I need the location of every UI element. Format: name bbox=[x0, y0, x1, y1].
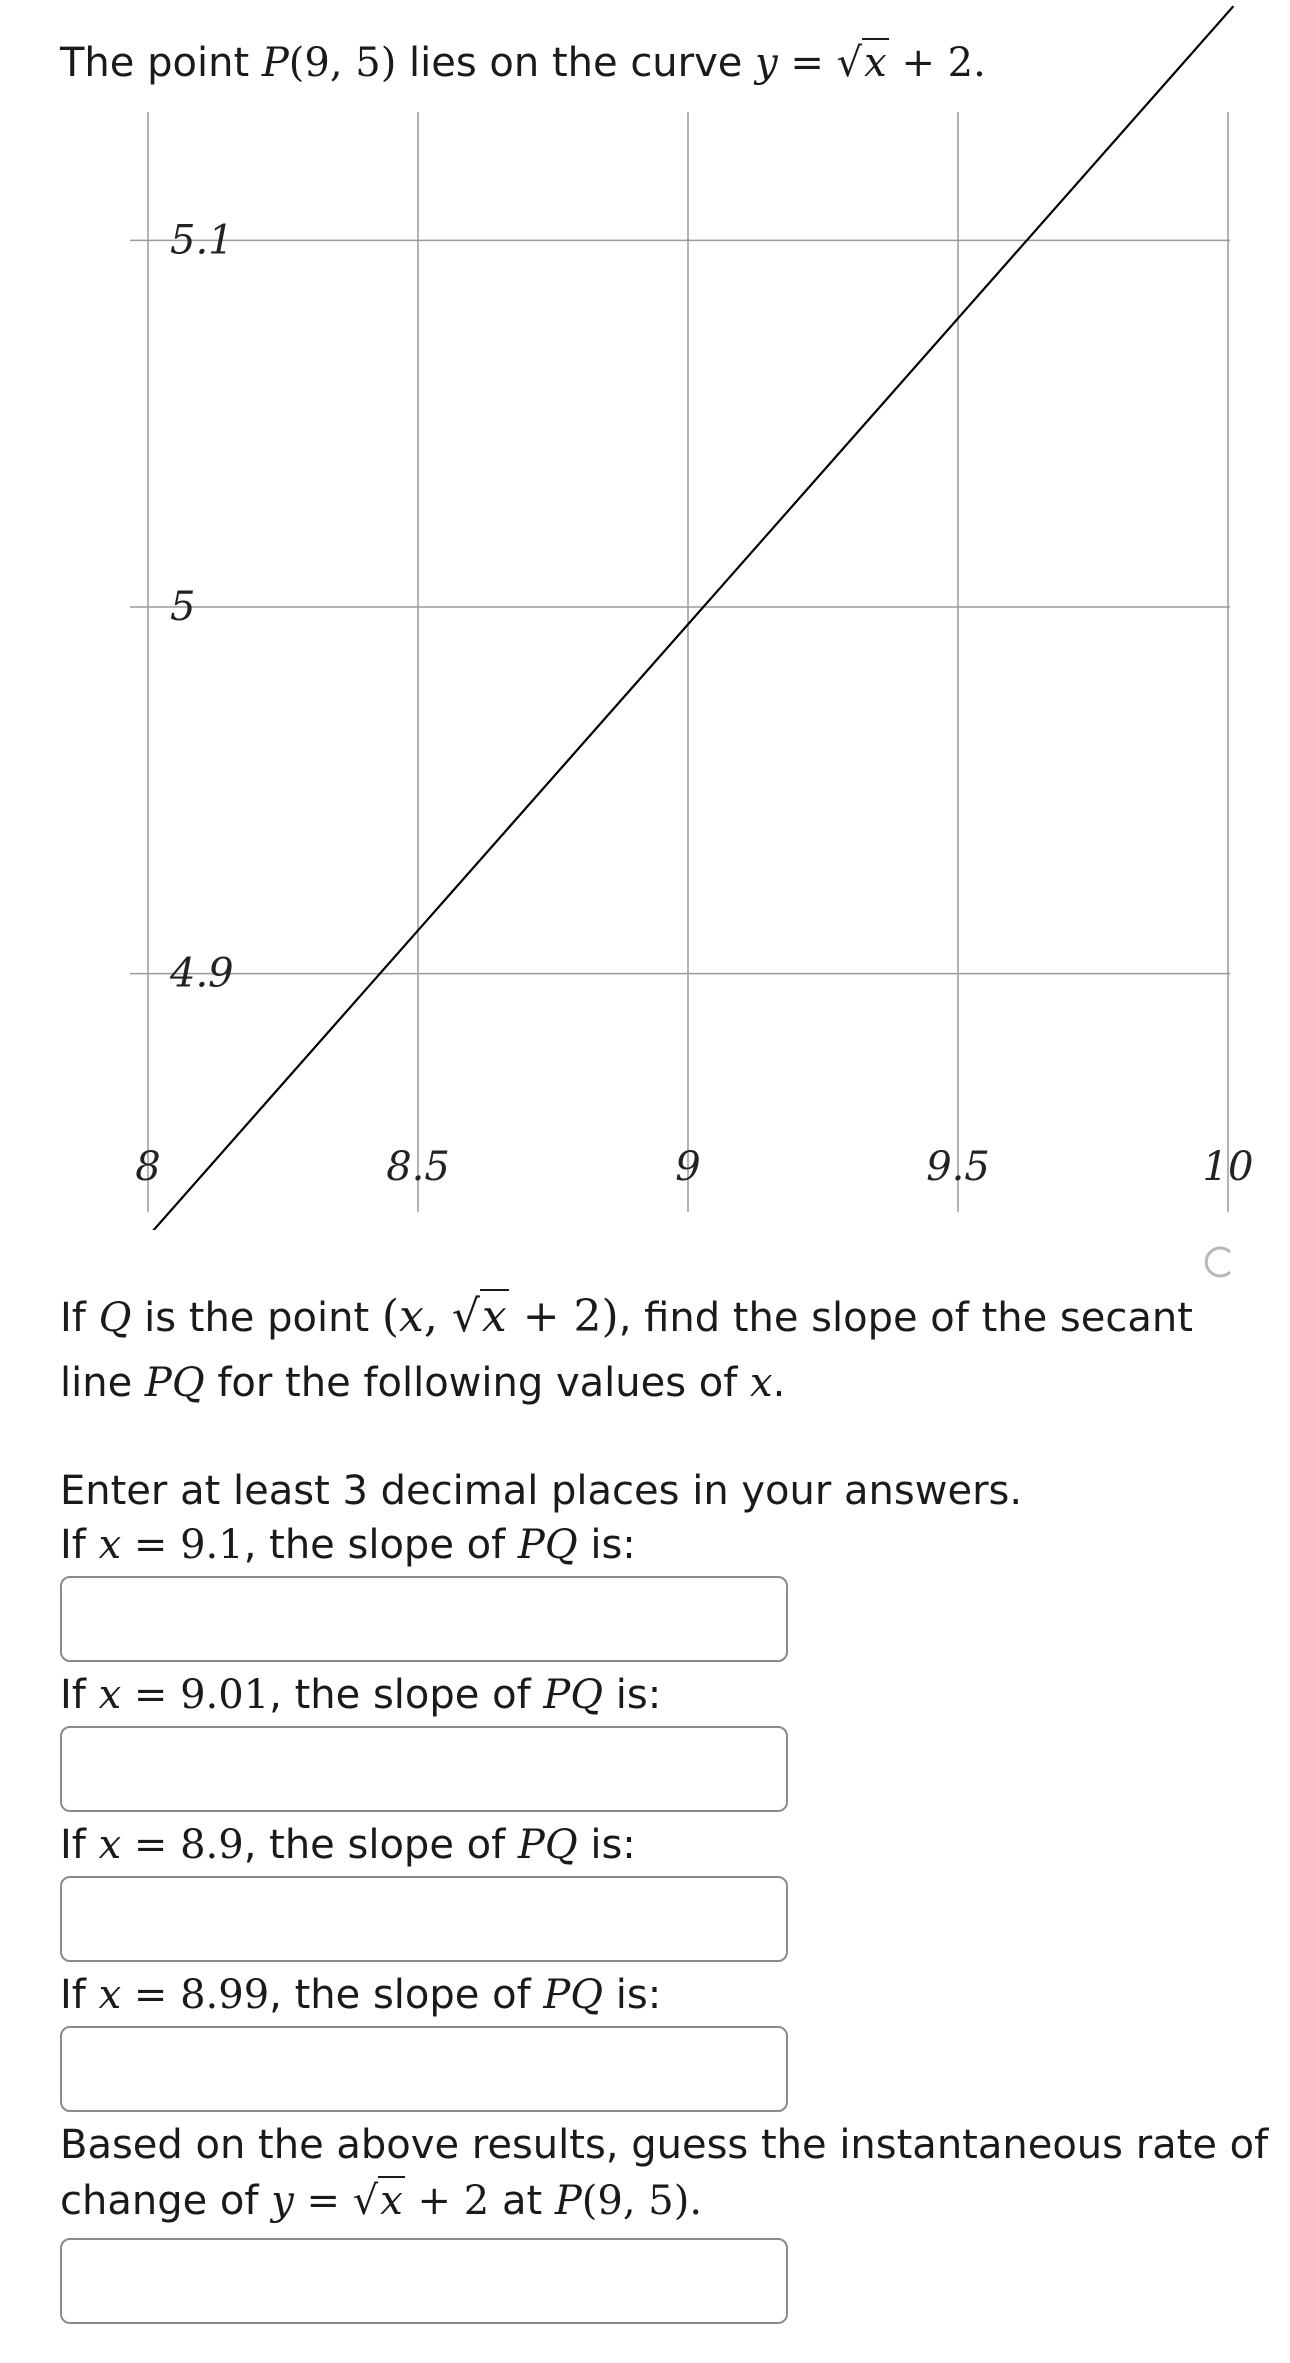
question-line-2 bbox=[60, 1356, 785, 1410]
prompt-pq: PQ bbox=[517, 1522, 578, 1568]
prompt-pq: PQ bbox=[517, 1822, 578, 1868]
final-prefix: change of bbox=[60, 2178, 272, 2224]
q-middle: is the point bbox=[131, 1295, 382, 1341]
curve-rest: + 2. bbox=[888, 40, 986, 86]
prompt-value: = 9.01 bbox=[121, 1672, 270, 1718]
radicand: x bbox=[864, 40, 887, 86]
q-label: Q bbox=[98, 1295, 132, 1341]
y-tick-label: 5 bbox=[170, 584, 196, 630]
final-at: at bbox=[489, 2178, 555, 2224]
slope-input-8-99[interactable] bbox=[60, 2026, 788, 2112]
instantaneous-rate-input[interactable] bbox=[60, 2238, 788, 2324]
final-coords: (9, 5). bbox=[581, 2178, 703, 2224]
prompt-4 bbox=[60, 1968, 661, 2022]
x-tick-label: 8.5 bbox=[386, 1144, 450, 1190]
final-sqrt: √x bbox=[352, 2178, 403, 2224]
q-suffix: , find the slope of the secant bbox=[618, 1295, 1193, 1341]
prompt-var: x bbox=[98, 1972, 122, 2018]
prompt-1 bbox=[60, 1518, 636, 1572]
pq-label: PQ bbox=[144, 1360, 205, 1406]
prompt-suffix: is: bbox=[603, 1672, 662, 1718]
final-equals: = bbox=[293, 2178, 353, 2224]
curve-equals: = bbox=[777, 40, 837, 86]
q2-prefix: line bbox=[60, 1360, 145, 1406]
prompt-prefix: If bbox=[60, 1822, 99, 1868]
prompt-3 bbox=[60, 1818, 636, 1872]
prompt-mid: , the slope of bbox=[243, 1522, 518, 1568]
point-coords: (9, 5) bbox=[288, 40, 397, 86]
prompt-prefix: If bbox=[60, 1972, 99, 2018]
prompt-value: = 8.9 bbox=[121, 1822, 244, 1868]
question-line-1 bbox=[60, 1290, 1193, 1345]
prompt-suffix: is: bbox=[577, 1822, 636, 1868]
q2-var: x bbox=[750, 1360, 773, 1406]
slope-input-9-01[interactable] bbox=[60, 1726, 788, 1812]
final-radicand: x bbox=[380, 2178, 403, 2224]
point-expr-x: x bbox=[399, 1291, 424, 1342]
x-tick-label: 8 bbox=[135, 1144, 161, 1190]
point-label: P bbox=[261, 40, 289, 86]
final-line-1: Based on the above results, guess the instantaneous rate of bbox=[60, 2122, 1269, 2168]
point-expr-radicand: x bbox=[481, 1291, 507, 1342]
curve-y: y bbox=[755, 40, 778, 86]
prompt-prefix: If bbox=[60, 1672, 99, 1718]
prompt-prefix: If bbox=[60, 1522, 99, 1568]
sqrt-expr: √x bbox=[836, 40, 887, 86]
x-tick-label: 9 bbox=[675, 1144, 701, 1190]
prompt-pq: PQ bbox=[543, 1972, 604, 2018]
prompt-var: x bbox=[98, 1522, 122, 1568]
y-tick-label: 4.9 bbox=[170, 950, 234, 997]
prompt-mid: , the slope of bbox=[269, 1672, 544, 1718]
final-line-2 bbox=[60, 2174, 702, 2228]
reset-graph-icon[interactable] bbox=[1200, 1242, 1240, 1282]
q2-middle: for the following values of bbox=[204, 1360, 751, 1406]
slope-input-8-9[interactable] bbox=[60, 1876, 788, 1962]
prompt-var: x bbox=[98, 1672, 122, 1718]
q2-suffix: . bbox=[772, 1360, 786, 1406]
final-y: y bbox=[271, 2178, 294, 2224]
intro-prefix: The point bbox=[60, 40, 262, 86]
prompt-var: x bbox=[98, 1822, 122, 1868]
instruction-text: Enter at least 3 decimal places in your answers. bbox=[60, 1468, 1023, 1514]
prompt-pq: PQ bbox=[543, 1672, 604, 1718]
prompt-value: = 9.1 bbox=[121, 1522, 244, 1568]
y-tick-label: 5.1 bbox=[170, 217, 234, 264]
q-prefix: If bbox=[60, 1295, 99, 1341]
prompt-2 bbox=[60, 1668, 661, 1722]
tick-labels bbox=[135, 217, 1253, 1190]
slope-input-9-1[interactable] bbox=[60, 1576, 788, 1662]
final-rest: + 2 bbox=[404, 2178, 490, 2224]
prompt-mid: , the slope of bbox=[269, 1972, 544, 2018]
point-expr-rest: + 2 bbox=[508, 1291, 602, 1342]
x-tick-label: 9.5 bbox=[926, 1144, 990, 1190]
grid bbox=[130, 112, 1230, 1212]
prompt-suffix: is: bbox=[603, 1972, 662, 2018]
intro-middle: lies on the curve bbox=[396, 40, 756, 86]
final-p: P bbox=[554, 2178, 582, 2224]
point-expr: (x, √x + 2) bbox=[381, 1291, 619, 1342]
prompt-value: = 8.99 bbox=[121, 1972, 270, 2018]
prompt-mid: , the slope of bbox=[243, 1822, 518, 1868]
prompt-suffix: is: bbox=[577, 1522, 636, 1568]
x-tick-label: 10 bbox=[1202, 1144, 1254, 1190]
